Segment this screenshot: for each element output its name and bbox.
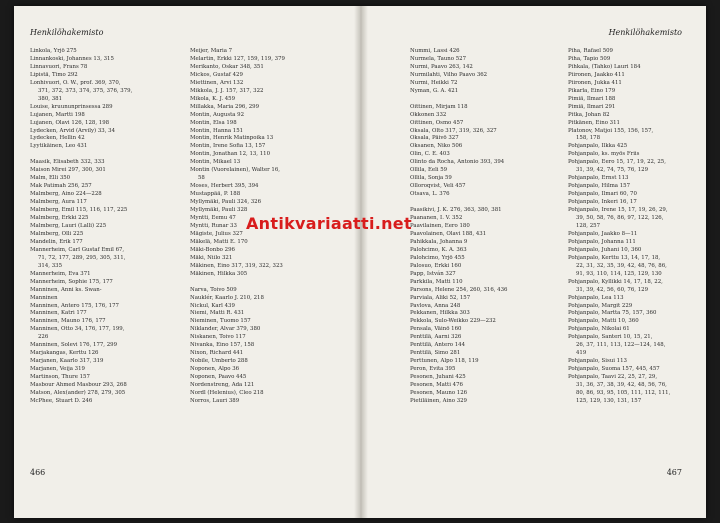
index-entry: Parviala, Aliki 52, 157 — [410, 294, 471, 301]
index-entry: Palosuo, Erkki 160 — [410, 262, 462, 269]
index-entry: 80, 86, 93, 95, 105, 111, 112, 111, — [576, 389, 671, 396]
index-entry: Pohjanpalo, Ilmari 60, 70 — [568, 191, 637, 198]
page-number-left: 466 — [30, 468, 46, 477]
index-entry: Meijer, Maria 7 — [190, 48, 233, 54]
index-entry: Martinson, Thure 157 — [30, 374, 90, 381]
index-entry: Lujanen, Martti 198 — [30, 111, 85, 118]
index-entry: Pohjanpalo, ks. myös Friis — [568, 151, 640, 158]
index-entry: Niemi, Matti R. 431 — [190, 310, 245, 317]
index-entry: Pesonen, Mauno 126 — [410, 389, 468, 396]
index-entry: Pohjanpalo, Eero 15, 17, 19, 22, 25, — [568, 159, 666, 166]
index-entry: Pohjanpalo, Inkeri 16, 17 — [568, 199, 637, 206]
index-entry: Olloroqvist, Veli 457 — [410, 183, 466, 190]
index-entry: Malmberg, Erkki 225 — [30, 215, 89, 222]
index-entry: Penttilä, Aarni 326 — [410, 334, 462, 341]
index-entry: 158, 178 — [576, 135, 601, 142]
index-entry: Okkonen 332 — [410, 111, 447, 118]
index-entry: Pohjanpalo, Margit 229 — [568, 302, 633, 309]
book-gutter — [354, 6, 368, 518]
index-entry: Moses, Herbert 395, 394 — [190, 183, 259, 190]
index-entry: Malmberg, Olli 225 — [30, 230, 84, 237]
index-entry: Manninen, Katri 177 — [30, 310, 87, 317]
index-entry: Millakka, Maria 296, 299 — [190, 103, 260, 110]
right-page — [368, 6, 706, 518]
index-entry: 226 — [38, 334, 49, 341]
index-entry: Nixon, Richard 441 — [190, 350, 244, 357]
index-entry: Pohjanpalo, Suoma 157, 445, 457 — [568, 366, 660, 373]
index-entry: Myllymäki, Pauli 328 — [190, 207, 248, 214]
index-entry: Lydecken, Arvid (Arvily) 33, 34 — [30, 127, 116, 134]
index-entry: Lipistä, Timo 292 — [30, 71, 78, 78]
index-entry: McPhee, Stuart D. 246 — [30, 397, 93, 404]
index-entry: Lyytikäinen, Leo 431 — [30, 143, 88, 150]
index-entry — [30, 151, 132, 159]
index-entry: Parsons, Helene 254, 260, 316, 436 — [410, 286, 508, 293]
index-entry: Olinto da Rocha, Antonio 393, 394 — [410, 159, 505, 166]
index-entry: Miettinen, Arvi 132 — [190, 79, 244, 86]
running-head-left: Henkilöhakemisto — [30, 28, 104, 37]
index-entry: Oksala, Päivö 327 — [410, 135, 459, 142]
index-entry: Piironen, Jukka 411 — [568, 79, 622, 86]
index-entry: Pietiläinen, Aino 329 — [410, 397, 467, 404]
index-entry: Mägiste, Julius 327 — [190, 230, 243, 237]
index-entry: Manninen, Antero 175, 176, 177 — [30, 302, 119, 309]
index-column-right-1 — [410, 48, 507, 406]
index-entry: Norros, Lauri 389 — [190, 397, 240, 404]
index-entry: Marjakangas, Kerttu 126 — [30, 350, 99, 357]
index-entry: Pensala, Väinö 160 — [410, 326, 462, 333]
index-entry: Nordenstreng, Ada 121 — [190, 382, 255, 389]
index-entry: Pesonen, Matti 476 — [410, 382, 463, 389]
index-entry: Malm, Elli 350 — [30, 175, 71, 182]
index-entry: Papp, István 327 — [410, 270, 456, 277]
index-entry: Pohjanpalo, Kyllikki 14, 17, 18, 22, — [568, 278, 663, 285]
index-entry: Paavolainen, Olavi 188, 431 — [410, 230, 487, 237]
index-entry: Mickos, Gustaf 429 — [190, 71, 243, 78]
index-entry: Pohjanpalo, Lea 113 — [568, 294, 624, 301]
index-entry: Pesonen, Juhani 425 — [410, 374, 466, 381]
index-column-right-2 — [568, 48, 670, 406]
index-entry: 31, 36, 37, 38, 39, 42, 48, 56, 76, — [576, 382, 667, 389]
index-entry: Nieminen, Tuomo 157 — [190, 318, 251, 325]
index-entry: Malmberg, Lauri (Lalli) 225 — [30, 222, 107, 229]
index-entry: Perttunen, Alpo 118, 119 — [410, 358, 479, 365]
index-entry: Penttilä, Antero 144 — [410, 342, 466, 349]
index-entry: Pohjanpalo, Sisui 113 — [568, 358, 627, 365]
index-entry: Mikkola, J. J. 157, 317, 322 — [190, 87, 264, 94]
index-entry: Pekkola, Sulo-Weikko 229—232 — [410, 318, 496, 325]
index-entry: Pitkänen, Eino 311 — [568, 119, 620, 126]
index-entry — [190, 279, 285, 287]
index-entry: Nickul, Karl 439 — [190, 302, 235, 309]
index-entry: Mak Patimah 256, 257 — [30, 183, 92, 190]
index-entry: Nobile, Umberto 288 — [190, 358, 248, 365]
index-entry: Palohcimo, K. A. 363 — [410, 246, 467, 253]
index-entry: Pitka, Johan 82 — [568, 111, 610, 118]
index-entry: Mäkelä, Matti E. 170 — [190, 238, 248, 245]
index-entry: Myntti, Eemu 47 — [190, 215, 236, 222]
index-entry: Malmberg, Aura 117 — [30, 199, 87, 206]
index-entry: Montin, Mikael 13 — [190, 159, 241, 166]
index-entry: Otsava, L. 376 — [410, 191, 450, 198]
index-entry: Platonov, Matjoi 155, 156, 157, — [568, 127, 654, 134]
index-entry: Piha, Tapio 509 — [568, 55, 611, 62]
index-entry: Piironen, Jaakko 411 — [568, 71, 625, 78]
index-entry: Mannerheim, Sophie 175, 177 — [30, 278, 113, 285]
index-entry: Mäki-Bonbo 296 — [190, 246, 235, 253]
index-entry: Pihkala, (Tahko) Lauri 184 — [568, 63, 641, 70]
index-entry: Manninen — [30, 294, 58, 301]
index-entry: Pohjanpalo, Ernst 113 — [568, 175, 629, 182]
index-entry: Lujanen, Olavi 126, 128, 198 — [30, 119, 110, 126]
index-entry: Mäkinen, Eino 317, 319, 322, 323 — [190, 262, 283, 269]
index-entry: Niklander, Alvar 379, 380 — [190, 326, 261, 333]
index-entry: Palohcimo, Yrjö 455 — [410, 254, 465, 261]
index-entry — [410, 96, 507, 104]
index-entry: 91, 93, 110, 114, 125, 129, 130 — [576, 270, 662, 277]
index-entry: Mandelin, Erik 177 — [30, 238, 83, 245]
index-entry: 22, 31, 32, 35, 39, 42, 48, 76, 86, — [576, 262, 667, 269]
index-entry: 125, 129, 130, 131, 157 — [576, 397, 642, 404]
index-entry: Pohjanpalo, Taavi 22, 25, 27, 29, — [568, 374, 658, 381]
index-entry: Montin, Augusta 92 — [190, 111, 245, 118]
index-entry: 26, 37, 111, 113, 122—124, 148, — [576, 342, 666, 349]
index-entry: Nurmi, Heikki 72 — [410, 79, 458, 86]
index-entry: Pohjanpalo, Juhani 10, 360 — [568, 246, 642, 253]
index-column-left-1 — [30, 48, 132, 406]
index-entry: 371, 372, 373, 374, 375, 376, 379, — [38, 87, 133, 94]
index-entry: 39, 50, 58, 76, 86, 97, 122, 126, — [576, 215, 664, 222]
index-entry: Mustappää, P. 188 — [190, 191, 241, 198]
index-entry: Pekkanen, Hilkka 303 — [410, 310, 470, 317]
index-entry: Maison Mirei 297, 300, 301 — [30, 167, 106, 174]
index-entry: Noponen, Paavo 445 — [190, 374, 247, 381]
index-entry: Nyman, G. A. 421 — [410, 87, 459, 94]
index-entry: Piha, Rafael 509 — [568, 48, 613, 54]
index-entry: Oksanen, Niko 506 — [410, 143, 463, 150]
index-entry: Ollila, Sonja 59 — [410, 175, 452, 182]
index-entry: Merikanto, Oskar 348, 351 — [190, 63, 264, 70]
index-entry: Pohjanpalo, Santeri 10, 15, 21, — [568, 334, 653, 341]
index-entry: Nordl (Helenius), Cleo 218 — [190, 389, 264, 396]
index-entry: Myntti, Runar 33 — [190, 222, 237, 229]
index-entry: Manninen, Anni ks. Swan- — [30, 286, 102, 293]
index-entry: Oksala, Olto 317, 319, 326, 327 — [410, 127, 497, 134]
index-entry: Pimiä, Ilmari 291 — [568, 103, 616, 110]
index-entry: Mäkinen, Hilkka 305 — [190, 270, 248, 277]
index-entry: Montin, Elsa 198 — [190, 119, 237, 126]
index-entry: Pohjanpalo, Ilkka 425 — [568, 143, 628, 150]
index-entry: Parkkila, Matti 110 — [410, 278, 463, 285]
index-entry: Mäki, Niilo 321 — [190, 254, 233, 261]
index-entry: Pohjanpalo, Matti 10, 360 — [568, 318, 639, 325]
index-entry: Paananen, I. V. 352 — [410, 215, 463, 222]
index-entry: Paasikivi, J. K. 276, 363, 380, 381 — [410, 207, 502, 214]
index-entry: Malmberg, Emil 115, 116, 117, 225 — [30, 207, 128, 214]
index-entry: 31, 39, 42, 56, 60, 76, 129 — [576, 286, 649, 293]
index-entry: Manninen, Mauno 176, 177 — [30, 318, 106, 325]
index-entry: 128, 257 — [576, 222, 601, 229]
index-entry: Montin (Vuorelainen), Walter 16, — [190, 167, 281, 174]
index-entry: Marjanen, Kaarlo 317, 319 — [30, 358, 104, 365]
index-entry: Paavilainen, Eero 180 — [410, 222, 470, 229]
index-entry: Pikarla, Eino 179 — [568, 87, 616, 94]
index-entry: Penttilä, Simo 281 — [410, 350, 461, 357]
index-entry: Pimiä, Ilmari 188 — [568, 95, 616, 102]
index-entry — [410, 199, 507, 207]
index-entry: Ollila, Eeli 59 — [410, 167, 448, 174]
index-entry: Lydecken, Hellin 42 — [30, 135, 85, 142]
index-entry: Olin, C. E. 403 — [410, 151, 450, 158]
index-entry: Pohjanpalo, Martta 75, 157, 360 — [568, 310, 657, 317]
index-entry: Lonhivuori, O. W., prof. 369, 370, — [30, 79, 121, 86]
index-entry: Noponen, Alpo 36 — [190, 366, 240, 373]
index-entry: Pavlova, Anna 248 — [410, 302, 461, 309]
index-entry: Pohjanpalo, Hilma 157 — [568, 183, 631, 190]
index-entry: Pohjanpalo, Kerttu 13, 14, 17, 18, — [568, 254, 661, 261]
index-entry: Montin, Hanna 151 — [190, 127, 244, 134]
index-entry: Louise, kruununprinsessa 289 — [30, 103, 113, 110]
running-head-right: Henkilöhakemisto — [608, 28, 682, 37]
index-entry: Nurmela, Tauno 527 — [410, 55, 467, 62]
index-entry: Nivanka, Eino 157, 158 — [190, 342, 255, 349]
index-entry: Niskanen, Toivo 117 — [190, 334, 246, 341]
index-entry: Manninen, Otto 34, 176, 177, 199, — [30, 326, 125, 333]
index-entry: Pohjanpalo, Johanna 111 — [568, 238, 636, 245]
index-entry: Manninen, Solevi 176, 177, 299 — [30, 342, 118, 349]
index-entry: Mikola, K. J. 459 — [190, 95, 236, 102]
index-entry: 58 — [198, 175, 205, 182]
index-entry: Montin, Henrik Matinpoika 13 — [190, 135, 274, 142]
index-entry: Mannerheim, Carl Gustaf Emil 67, — [30, 246, 125, 253]
index-entry: Oittinen, Osmo 457 — [410, 119, 464, 126]
index-entry: 71, 72, 177, 289, 295, 305, 311, — [38, 254, 126, 261]
index-entry: Malmberg, Aino 224—228 — [30, 191, 102, 198]
index-entry: Oittinen, Mirjam 118 — [410, 103, 468, 110]
index-entry: Nauklér, Kaarlo J. 210, 218 — [190, 294, 264, 301]
index-entry: Myllymäki, Pauli 324, 326 — [190, 199, 262, 206]
book-spread — [14, 6, 706, 518]
watermark-logo: Antikvariaatti.net — [246, 214, 412, 233]
left-page — [14, 6, 354, 518]
index-entry: Narva, Toivo 509 — [190, 286, 237, 293]
index-entry: Mannerheim, Eva 371 — [30, 270, 91, 277]
index-entry: 31, 39, 42, 74, 75, 76, 129 — [576, 167, 649, 174]
index-entry: Melartin, Erkki 127, 159, 119, 379 — [190, 55, 285, 62]
index-entry: Montin, Jonathan 12, 13, 110 — [190, 151, 271, 158]
index-entry: Pohjanpalo, Irene 15, 17, 19, 26, 29, — [568, 207, 668, 214]
index-entry: Pohjanpalo, Jaakko 8—11 — [568, 230, 638, 237]
index-entry: Nurmi, Paavo 263, 142 — [410, 63, 473, 70]
index-entry: Linnavuori, Frans 78 — [30, 63, 88, 70]
index-entry: 419 — [576, 350, 587, 357]
index-entry: Linkola, Yrjö 275 — [30, 48, 77, 54]
index-entry: Matson, Alex(ander) 278, 279, 305 — [30, 389, 126, 396]
index-entry: Nummi, Lassi 426 — [410, 48, 460, 54]
index-entry: Pahikkala, Johanna 9 — [410, 238, 468, 245]
index-entry: Pohjanpalo, Nikolai 61 — [568, 326, 630, 333]
page-number-right: 467 — [666, 468, 682, 477]
index-entry: Maasik, Elisabeth 332, 333 — [30, 159, 105, 166]
index-entry: 380, 381 — [38, 95, 63, 102]
index-entry: 314, 335 — [38, 262, 63, 269]
index-entry: Nurmilahti, Vilho Paavo 362 — [410, 71, 488, 78]
index-entry: Marjanen, Veija 319 — [30, 366, 85, 373]
index-entry: Peron, Evita 395 — [410, 366, 456, 373]
index-entry: Masbour Ahmed Masbour 293, 268 — [30, 382, 127, 389]
index-entry: Montin, Irene Sofia 13, 157 — [190, 143, 266, 150]
index-entry: Linnankoski, Johannes 13, 315 — [30, 55, 114, 62]
